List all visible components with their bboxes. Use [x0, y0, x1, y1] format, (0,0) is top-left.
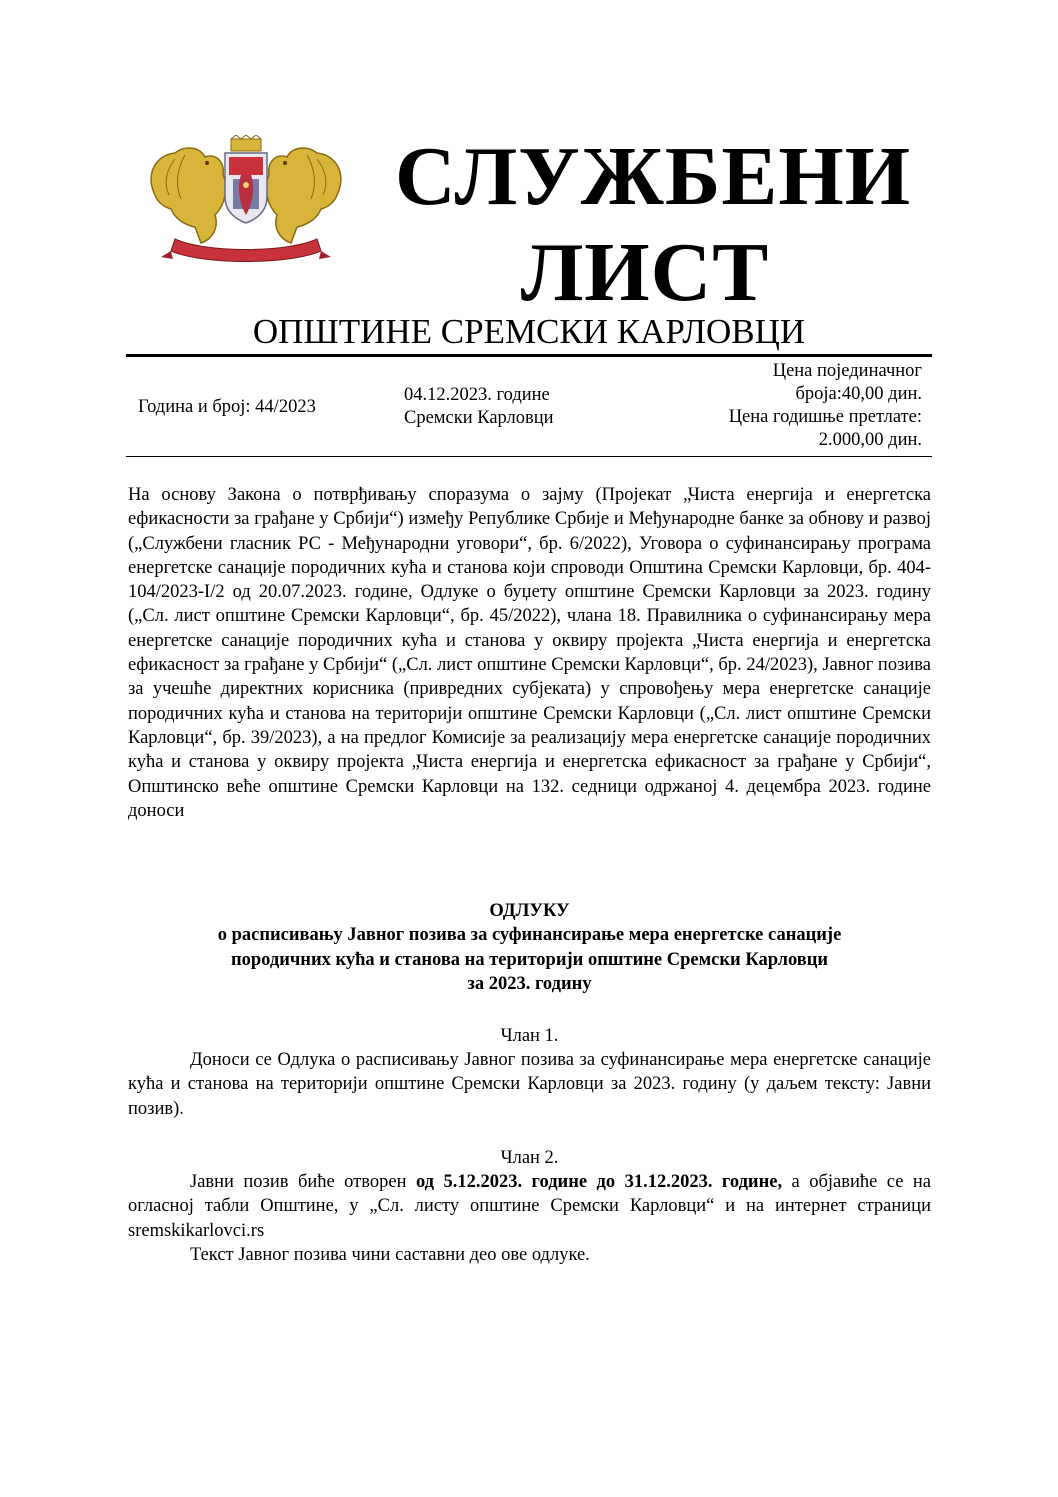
article-2-text [128, 1170, 931, 1243]
header-rule-top [126, 354, 932, 357]
price-annual-line2: 2.000,00 дин. [818, 430, 922, 450]
article-2-text-end: а објавиће се на огласној табли Општине, у „Сл. листу општине Сремски Карловци“ и на интернет страници sremskikarlovci.rs [128, 1172, 931, 1241]
masthead-title-line1: СЛУЖБЕНИ [395, 130, 912, 223]
article-1-text: Доноси се Одлука о расписивању Јавног позива за суфинансирање мера енергетске санације кућа и станова на територији општине Сремски Карловци за 2023. годину (у даљем тексту: Јавни позив). [128, 1050, 931, 1119]
left-griffin [151, 148, 226, 243]
right-griffin [266, 148, 341, 243]
issue-prices [640, 360, 922, 452]
decision-title-line1: о расписивању Јавног позива за суфинансирање мера енергетске санације [217, 925, 842, 946]
article-2-text-start: Јавни позив биће отворен [190, 1172, 416, 1192]
preamble-paragraph: На основу Закона о потврђивању споразума о зајму (Пројекат „Чиста енергија и енергетска ефикасности за грађане у Србији“) између Републике Србије и Међународне банке за обнову и развој („Службени гласник РС - Међународни уговори“, бр. 6/2022), Уговора о суфинансирању програма енергетске санације породичних кућа и станова који спроводи Општина Сремски Карловци, бр. 404-104/2023-I/2 од 20.07.2023. године, Одлуке о буџету општине Сремски Карловци за 2023. годину („Сл. лист општине Сремски Карловци“, бр. 45/2022), члана 18. Правилника о суфинансирању мера енергетске санације породичних кућа и станова у оквиру пројекта „Чиста енергија и енергетска ефикасност за грађане у Србији“ („Сл. лист општине Сремски Карловци“, бр. 24/2023), Јавног позива за учешће директних корисника (привредних субјеката) у спровођењу мера енергетске санације породичних кућа и станова на територији општине Сремски Карловци („Сл. лист општине Сремски Карловци“, бр. 39/2023), а на предлог Комисије за реализацију мера енергетске санације породичних кућа и станова у оквиру пројекта „Чиста енергија и енергетска ефикасност за грађане у Србији“, Општинско веће општине Сремски Карловци на 132. седници одржаној 4. децембра 2023. године доноси [128, 485, 931, 821]
article-2-dates: од 5.12.2023. године до 31.12.2023. године, [415, 1172, 783, 1192]
decision-heading-block [128, 899, 931, 996]
issue-place: Сремски Карловци [404, 408, 554, 428]
decision-heading: ОДЛУКУ [489, 901, 570, 921]
header-rule-bottom [126, 456, 932, 457]
issue-date: 04.12.2023. године [404, 385, 550, 405]
price-annual-line1: Цена годишње претлате: [728, 407, 922, 427]
crown-icon [231, 135, 261, 151]
price-single-line1: Цена појединачног [772, 361, 922, 381]
article-2-text-2: Текст Јавног позива чини саставни део ове одлуке. [190, 1245, 590, 1265]
municipality-coat-of-arms [145, 135, 347, 267]
decision-title-line2: породичних кућа и станова на територији општине Сремски Карловци [230, 949, 829, 970]
shield-icon [225, 153, 267, 223]
ribbon [161, 239, 331, 262]
decision-title-line3: за 2023. годину [467, 973, 592, 994]
issue-year-number: Година и број: 44/2023 [138, 397, 316, 417]
masthead-title-line2: ЛИСТ [520, 226, 770, 319]
article-2-title: Члан 2. [500, 1148, 559, 1168]
article-1-title: Члан 1. [500, 1026, 559, 1046]
price-single-line2: броја:40,00 дин. [795, 384, 922, 404]
issue-date-place [404, 384, 554, 430]
masthead-subtitle: ОПШТИНЕ СРЕМСКИ КАРЛОВЦИ [252, 312, 806, 351]
